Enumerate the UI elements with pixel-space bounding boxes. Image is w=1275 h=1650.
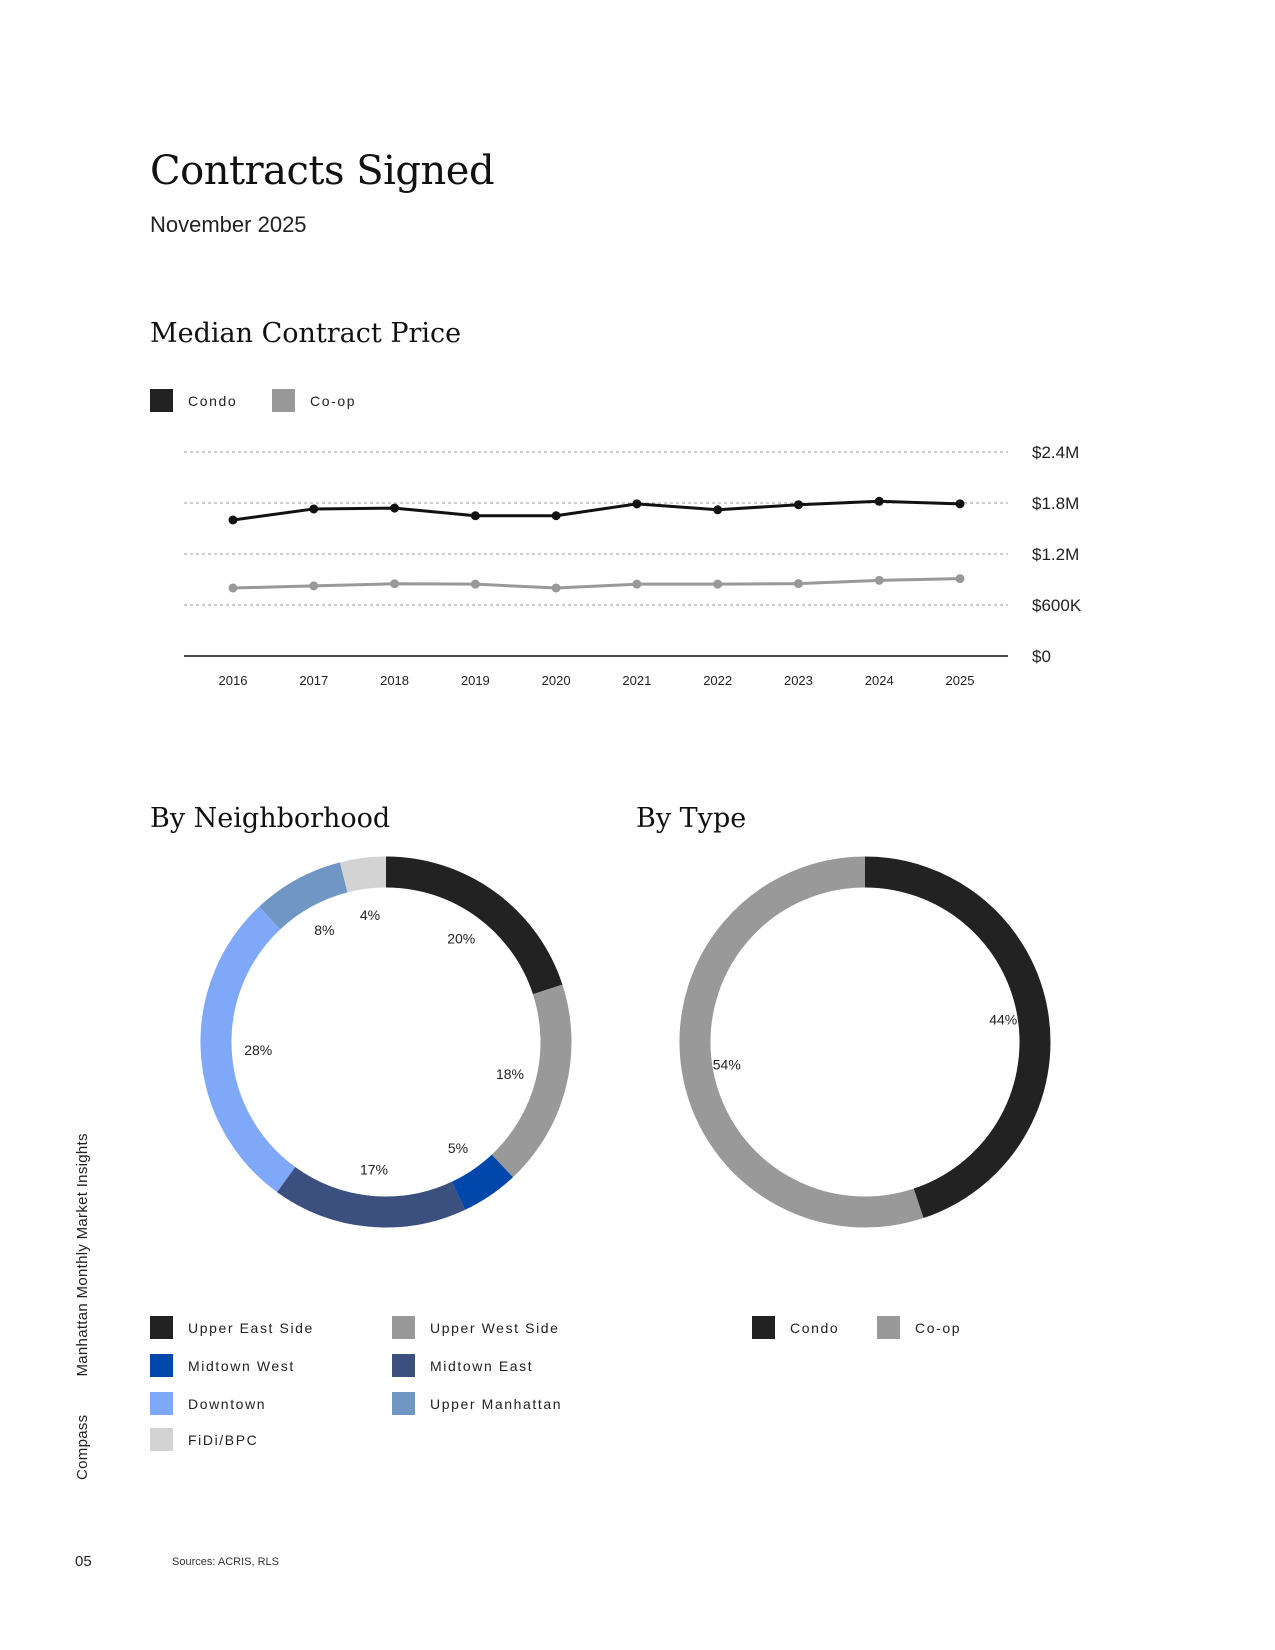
x-tick-label: 2022: [703, 673, 733, 688]
legend-midtown-east: [392, 1354, 533, 1377]
x-tick-label: 2021: [622, 673, 652, 688]
neighborhood-donut-chart: [0, 0, 640, 1300]
side-brand: Compass: [74, 1414, 91, 1480]
legend-swatch: [150, 1428, 173, 1451]
donut-slice-midtown-west: [458, 1166, 502, 1196]
line-chart-title: Median Contract Price: [150, 318, 462, 349]
donut-slice-co-op: [695, 872, 919, 1212]
legend-label: Co-op: [310, 392, 357, 409]
slice-label: 8%: [314, 921, 335, 938]
legend-swatch: [150, 1316, 173, 1339]
page-subtitle: November 2025: [150, 212, 307, 237]
slice-label: 5%: [447, 1139, 469, 1156]
y-tick-label: $0: [1032, 647, 1051, 666]
sources-note: Sources: ACRIS, RLS: [172, 1556, 279, 1568]
donut-slice-fidi-bpc: [344, 872, 386, 877]
y-tick-label: $1.2M: [1032, 545, 1080, 564]
slice-label: 18%: [495, 1065, 524, 1082]
x-tick-label: 2020: [541, 673, 571, 688]
legend-label: Upper Manhattan: [430, 1395, 563, 1412]
x-tick-label: 2024: [864, 673, 894, 688]
y-tick-label: $600K: [1032, 596, 1082, 615]
legend-downtown: [150, 1392, 266, 1415]
legend-upper-west-side: [392, 1316, 560, 1339]
neighborhood-chart-title: By Neighborhood: [150, 803, 391, 834]
x-tick-label: 2016: [218, 673, 248, 688]
slice-label: 28%: [244, 1042, 273, 1059]
slice-label: 54%: [712, 1056, 741, 1073]
legend-label: Condo: [790, 1319, 840, 1336]
slice-label: 20%: [447, 930, 476, 947]
slice-label: 44%: [989, 1011, 1018, 1028]
side-running-title: [74, 1133, 91, 1480]
page-number: 05: [75, 1553, 92, 1570]
legend-fidi-bpc: [150, 1428, 258, 1451]
slice-label: 4%: [359, 907, 381, 924]
page-title: Contracts Signed: [150, 148, 495, 194]
x-tick-label: 2018: [380, 673, 410, 688]
donut-slice-midtown-east: [286, 1180, 458, 1212]
legend-type-coop: [877, 1316, 961, 1339]
legend-midtown-west: [150, 1354, 295, 1377]
donut-slice-condo: [865, 872, 1035, 1203]
legend-label: FiDi/BPC: [188, 1431, 259, 1448]
legend-swatch: [392, 1354, 415, 1377]
side-title: Manhattan Monthly Market Insights: [74, 1133, 91, 1377]
legend-swatch: [877, 1316, 900, 1339]
slice-label: 17%: [359, 1161, 388, 1178]
legend-swatch: [150, 1392, 173, 1415]
x-tick-label: 2025: [945, 673, 975, 688]
legend-swatch: [752, 1316, 775, 1339]
legend-swatch: [392, 1392, 415, 1415]
x-tick-label: 2019: [460, 673, 490, 688]
x-tick-label: 2017: [299, 673, 329, 688]
legend-type-condo: [752, 1316, 839, 1339]
x-tick-label: 2023: [783, 673, 813, 688]
legend-swatch: [392, 1316, 415, 1339]
legend-label: Upper East Side: [188, 1319, 314, 1336]
type-chart-title: By Type: [636, 803, 747, 834]
legend-swatch: [150, 1354, 173, 1377]
legend-label: Midtown West: [188, 1357, 295, 1374]
y-tick-label: $2.4M: [1032, 443, 1080, 462]
legend-label: Upper West Side: [430, 1319, 560, 1336]
legend-upper-manhattan: [392, 1392, 562, 1415]
type-donut-chart: [640, 0, 1275, 1300]
legend-upper-east-side: [150, 1316, 314, 1339]
legend-label: Condo: [188, 392, 238, 409]
legend-label: Midtown East: [430, 1357, 534, 1374]
donut-slice-upper-manhattan: [270, 877, 344, 918]
legend-label: Co-op: [915, 1319, 962, 1336]
legend-label: Downtown: [188, 1395, 267, 1412]
y-tick-label: $1.8M: [1032, 494, 1080, 513]
